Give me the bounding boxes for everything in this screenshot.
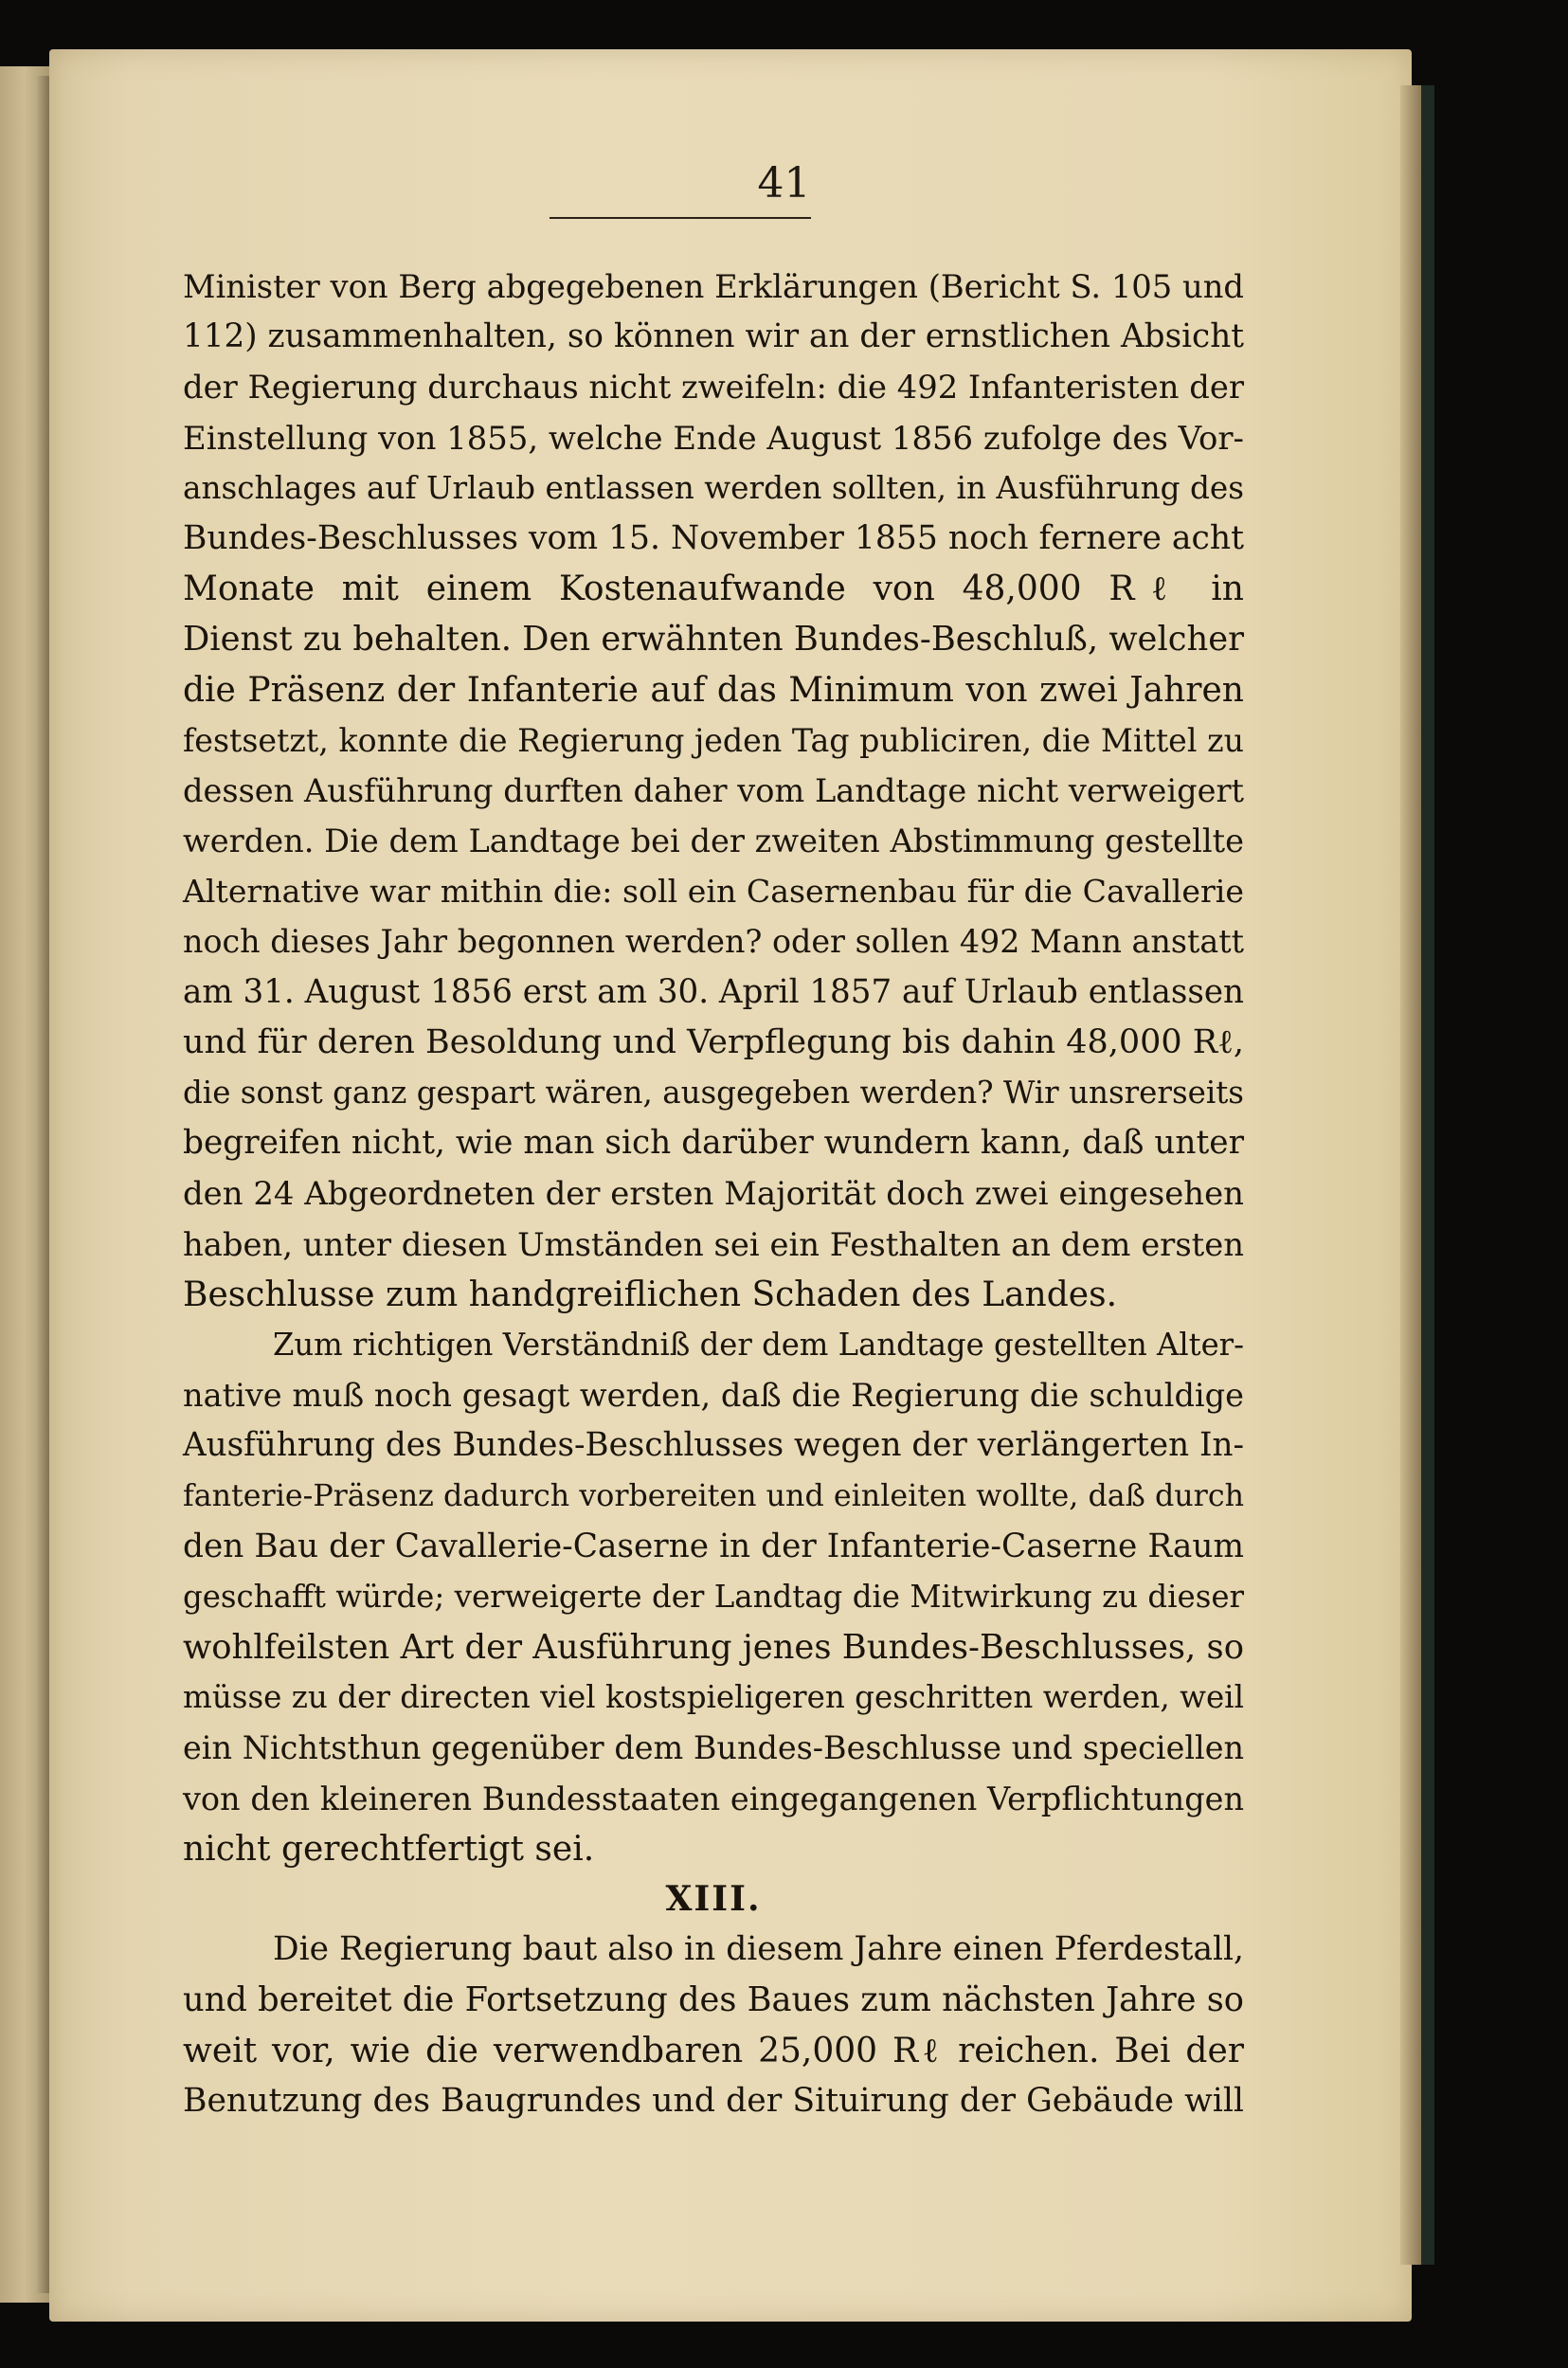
text-line: 112) zusammenhalten, so können wir an der ernstlichen Absicht [183, 317, 1244, 356]
header-rule [550, 217, 811, 219]
page-stack-edge [1400, 85, 1421, 2265]
text-line: den 24 Abgeordneten der ersten Majorität doch zwei eingesehen [183, 1175, 1244, 1213]
page-number: 41 [757, 159, 811, 208]
text-line: festsetzt, konnte die Regierung jeden Tag publiciren, die Mittel zu [183, 721, 1244, 759]
text-line: und bereitet die Fortsetzung des Baues zum nächsten Jahre so [183, 1980, 1244, 2020]
text-line: weit vor, wie die verwendbaren 25,000 Rℓ reichen. Bei der [183, 2031, 1244, 2070]
text-line: wohlfeilsten Art der Ausführung jenes Bundes-Beschlusses, so [183, 1628, 1244, 1668]
text-line: geschafft würde; verweigerte der Landtag die Mitwirkung zu dieser [183, 1578, 1244, 1615]
text-line: Bundes-Beschlusses vom 15. November 1855 noch fernere acht [183, 518, 1244, 557]
text-line: native muß noch gesagt werden, daß die Regierung die schuldige [183, 1377, 1244, 1415]
text-line: Ausführung des Bundes-Beschlusses wegen der verlängerten In- [183, 1426, 1244, 1465]
text-line: Monate mit einem Kostenaufwande von 48,000 Rℓ in [183, 569, 1244, 609]
text-line: noch dieses Jahr begonnen werden? oder sollen 492 Mann anstatt [183, 923, 1244, 961]
text-line: anschlages auf Urlaub entlassen werden sollten, in Ausführung des [183, 469, 1244, 506]
text-line: Einstellung von 1855, welche Ende August 1856 zufolge des Vor- [183, 419, 1244, 457]
text-line: den Bau der Cavallerie-Caserne in der Infanterie-Caserne Raum [183, 1527, 1244, 1565]
text-line: von den kleineren Bundesstaaten eingegangenen Verpflichtungen [183, 1780, 1244, 1817]
text-line: nicht gerechtfertigt sei. [183, 1829, 595, 1869]
text-line: fanterie-Präsenz dadurch vorbereiten und einleiten wollte, daß durch [183, 1478, 1244, 1513]
text-line: Die Regierung baut also in diesem Jahre einen Pferdestall, [273, 1930, 1244, 1969]
body-text [183, 262, 1244, 2126]
text-line: und für deren Besoldung und Verpflegung bis dahin 48,000 Rℓ, [183, 1022, 1244, 1061]
text-line: die Präsenz der Infanterie auf das Minimum von zwei Jahren [183, 670, 1244, 710]
cover-edge [1421, 85, 1434, 2265]
text-line: haben, unter diesen Umständen sei ein Festhalten an dem ersten [183, 1225, 1244, 1263]
text-line: werden. Die dem Landtage bei der zweiten Abstimmung gestellte [183, 822, 1244, 860]
text-line: müsse zu der directen viel kostspieligeren geschritten werden, weil [183, 1679, 1244, 1716]
text-line: begreifen nicht, wie man sich darüber wundern kann, daß unter [183, 1124, 1244, 1163]
text-line: Alternative war mithin die: soll ein Casernenbau für die Cavallerie [183, 873, 1244, 911]
text-line: Zum richtigen Verständniß der dem Landtage gestellten Alter- [273, 1326, 1244, 1363]
text-line: dessen Ausführung durften daher vom Landtage nicht verweigert [183, 771, 1244, 809]
text-line: der Regierung durchaus nicht zweifeln: die 492 Infanteristen der [183, 369, 1244, 407]
text-line: die sonst ganz gespart wären, ausgegeben werden? Wir unsrerseits [183, 1075, 1244, 1111]
section-heading: XIII. [665, 1879, 762, 1919]
text-line: Benutzung des Baugrundes und der Situirung der Gebäude will [183, 2081, 1244, 2120]
text-line: ein Nichtsthun gegenüber dem Bundes-Beschlusse und speciellen [183, 1729, 1244, 1767]
text-line: Minister von Berg abgegebenen Erklärungen (Bericht S. 105 und [183, 268, 1244, 305]
text-line: Dienst zu behalten. Den erwähnten Bundes-Beschluß, welcher [183, 620, 1244, 660]
text-line: Beschlusse zum handgreiflichen Schaden des Landes. [183, 1274, 1118, 1314]
text-line: am 31. August 1856 erst am 30. April 1857 auf Urlaub entlassen [183, 972, 1244, 1011]
